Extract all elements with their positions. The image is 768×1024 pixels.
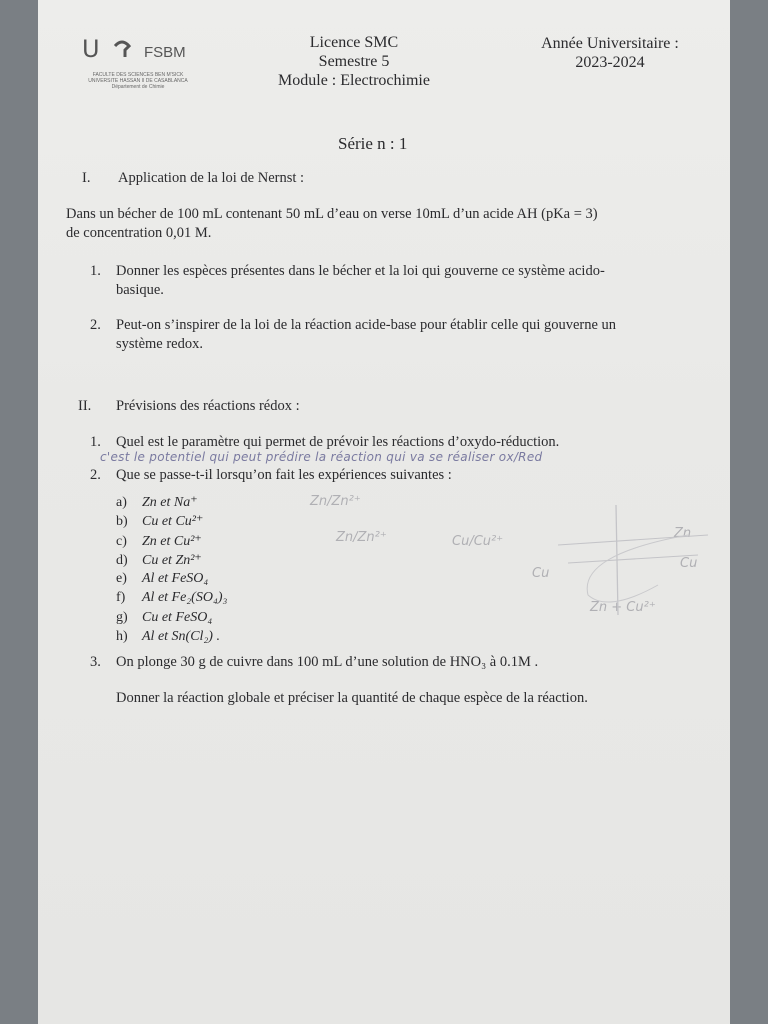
experiment-item [116,571,356,590]
course-header [234,33,474,90]
section-2-question-3-follow: Donner la réaction globale et préciser la quantité de chaque espèce de la réaction. [116,690,588,706]
logo-caption-line: FACULTE DES SCIENCES BEN M'SICK [92,72,184,78]
section-2-numeral: II. [78,398,92,414]
question-line: système redox. [116,336,203,352]
logo-caption-line: UNIVERSITE HASSAN II DE CASABLANCA [88,78,188,84]
experiment-letter: f) [116,590,126,606]
question-line: Peut-on s’inspirer de la loi de la réaction acide-base pour établir celle qui gouverne un [116,317,617,333]
section-1-numeral: I. [82,170,91,186]
handwritten-answer: c'est le potentiel qui peut prédire la réaction qui va se réaliser ox/Red [100,450,543,464]
page-title: Série n : 1 [338,134,408,153]
question-line: basique. [116,282,164,298]
pencil-note: Cu [532,566,550,581]
intro-line: de concentration 0,01 M. [66,225,212,241]
pencil-note: Cu [680,556,698,571]
experiment-text: Al et Sn(Cl₂) . [142,629,220,645]
experiment-letter: g) [116,609,128,625]
experiment-letter: d) [116,552,128,568]
experiment-text: Al et Fe₂(SO₄)₃ [142,590,228,606]
logo-letter: U [82,35,102,63]
logo-fsbm-text: FSBM [144,44,186,61]
q1-number: 1. [90,263,101,279]
academic-year-label: Année Universitaire : [541,35,679,52]
experiment-text: Al et FeSO₄ [142,571,209,587]
experiment-text: Zn et Cu²⁺ [142,533,202,549]
intro-line: Dans un bécher de 100 mL contenant 50 mL d’eau on verse 10mL d’un acide AH (pKa = 3) [66,206,598,222]
question-line: Donner les espèces présentes dans le bécher et la loi qui gouverne ce système acido- [116,263,605,279]
pencil-note: Zn/Zn²⁺ [336,530,387,545]
section-1-question-2 [116,316,726,354]
experiment-item [116,590,356,609]
section-2-heading: Prévisions des réactions rédox : [116,398,300,414]
q1-number: 1. [90,434,101,450]
experiment-letter: c) [116,533,127,549]
section-1-intro [66,205,726,243]
academic-year-value: 2023-2024 [575,54,645,71]
pencil-note: Zn [674,526,692,541]
degree-label: Licence SMC [309,34,399,51]
experiments-list [116,494,356,648]
logo-mark-icon [111,38,133,60]
experiment-item [116,533,356,552]
experiment-item [116,513,356,532]
pencil-sketch [538,505,728,620]
experiment-text: Cu et FeSO₄ [142,609,213,625]
experiment-text: Cu et Zn²⁺ [142,552,202,568]
pencil-note: Cu/Cu²⁺ [452,534,504,549]
module-label: Module : Electrochimie [278,72,430,89]
section-2-question-3: On plonge 30 g de cuivre dans 100 mL d’une solution de HNO₃ à 0.1M . [116,654,539,670]
document-page [38,0,730,1024]
q3-number: 3. [90,654,101,670]
experiment-letter: a) [116,495,127,510]
pencil-note: Zn + Cu²⁺ [590,600,656,615]
experiment-letter: h) [116,629,128,645]
experiment-item [116,610,356,629]
section-1-heading: Application de la loi de Nernst : [118,170,305,186]
semester-label: Semestre 5 [318,53,390,70]
experiment-item [116,552,356,571]
academic-year [510,34,710,72]
experiment-text: Cu et Cu²⁺ [142,514,204,530]
logo-caption-line: Département de Chimie [111,84,165,90]
university-logo [82,35,133,63]
section-1-question-1 [116,262,716,300]
experiment-letter: b) [116,514,128,530]
section-2-question-2: Que se passe-t-il lorsqu’on fait les expériences suivantes : [116,467,452,483]
logo-caption [78,72,198,90]
experiment-letter: e) [116,571,127,587]
section-2-question-1: Quel est le paramètre qui permet de prévoir les réactions d’oxydo-réduction. [116,434,560,450]
experiment-text: Zn et Na⁺ [142,495,198,510]
q2-number: 2. [90,317,101,333]
experiment-item [116,629,356,648]
q2-number: 2. [90,467,101,483]
pencil-note: Zn/Zn²⁺ [310,494,361,509]
